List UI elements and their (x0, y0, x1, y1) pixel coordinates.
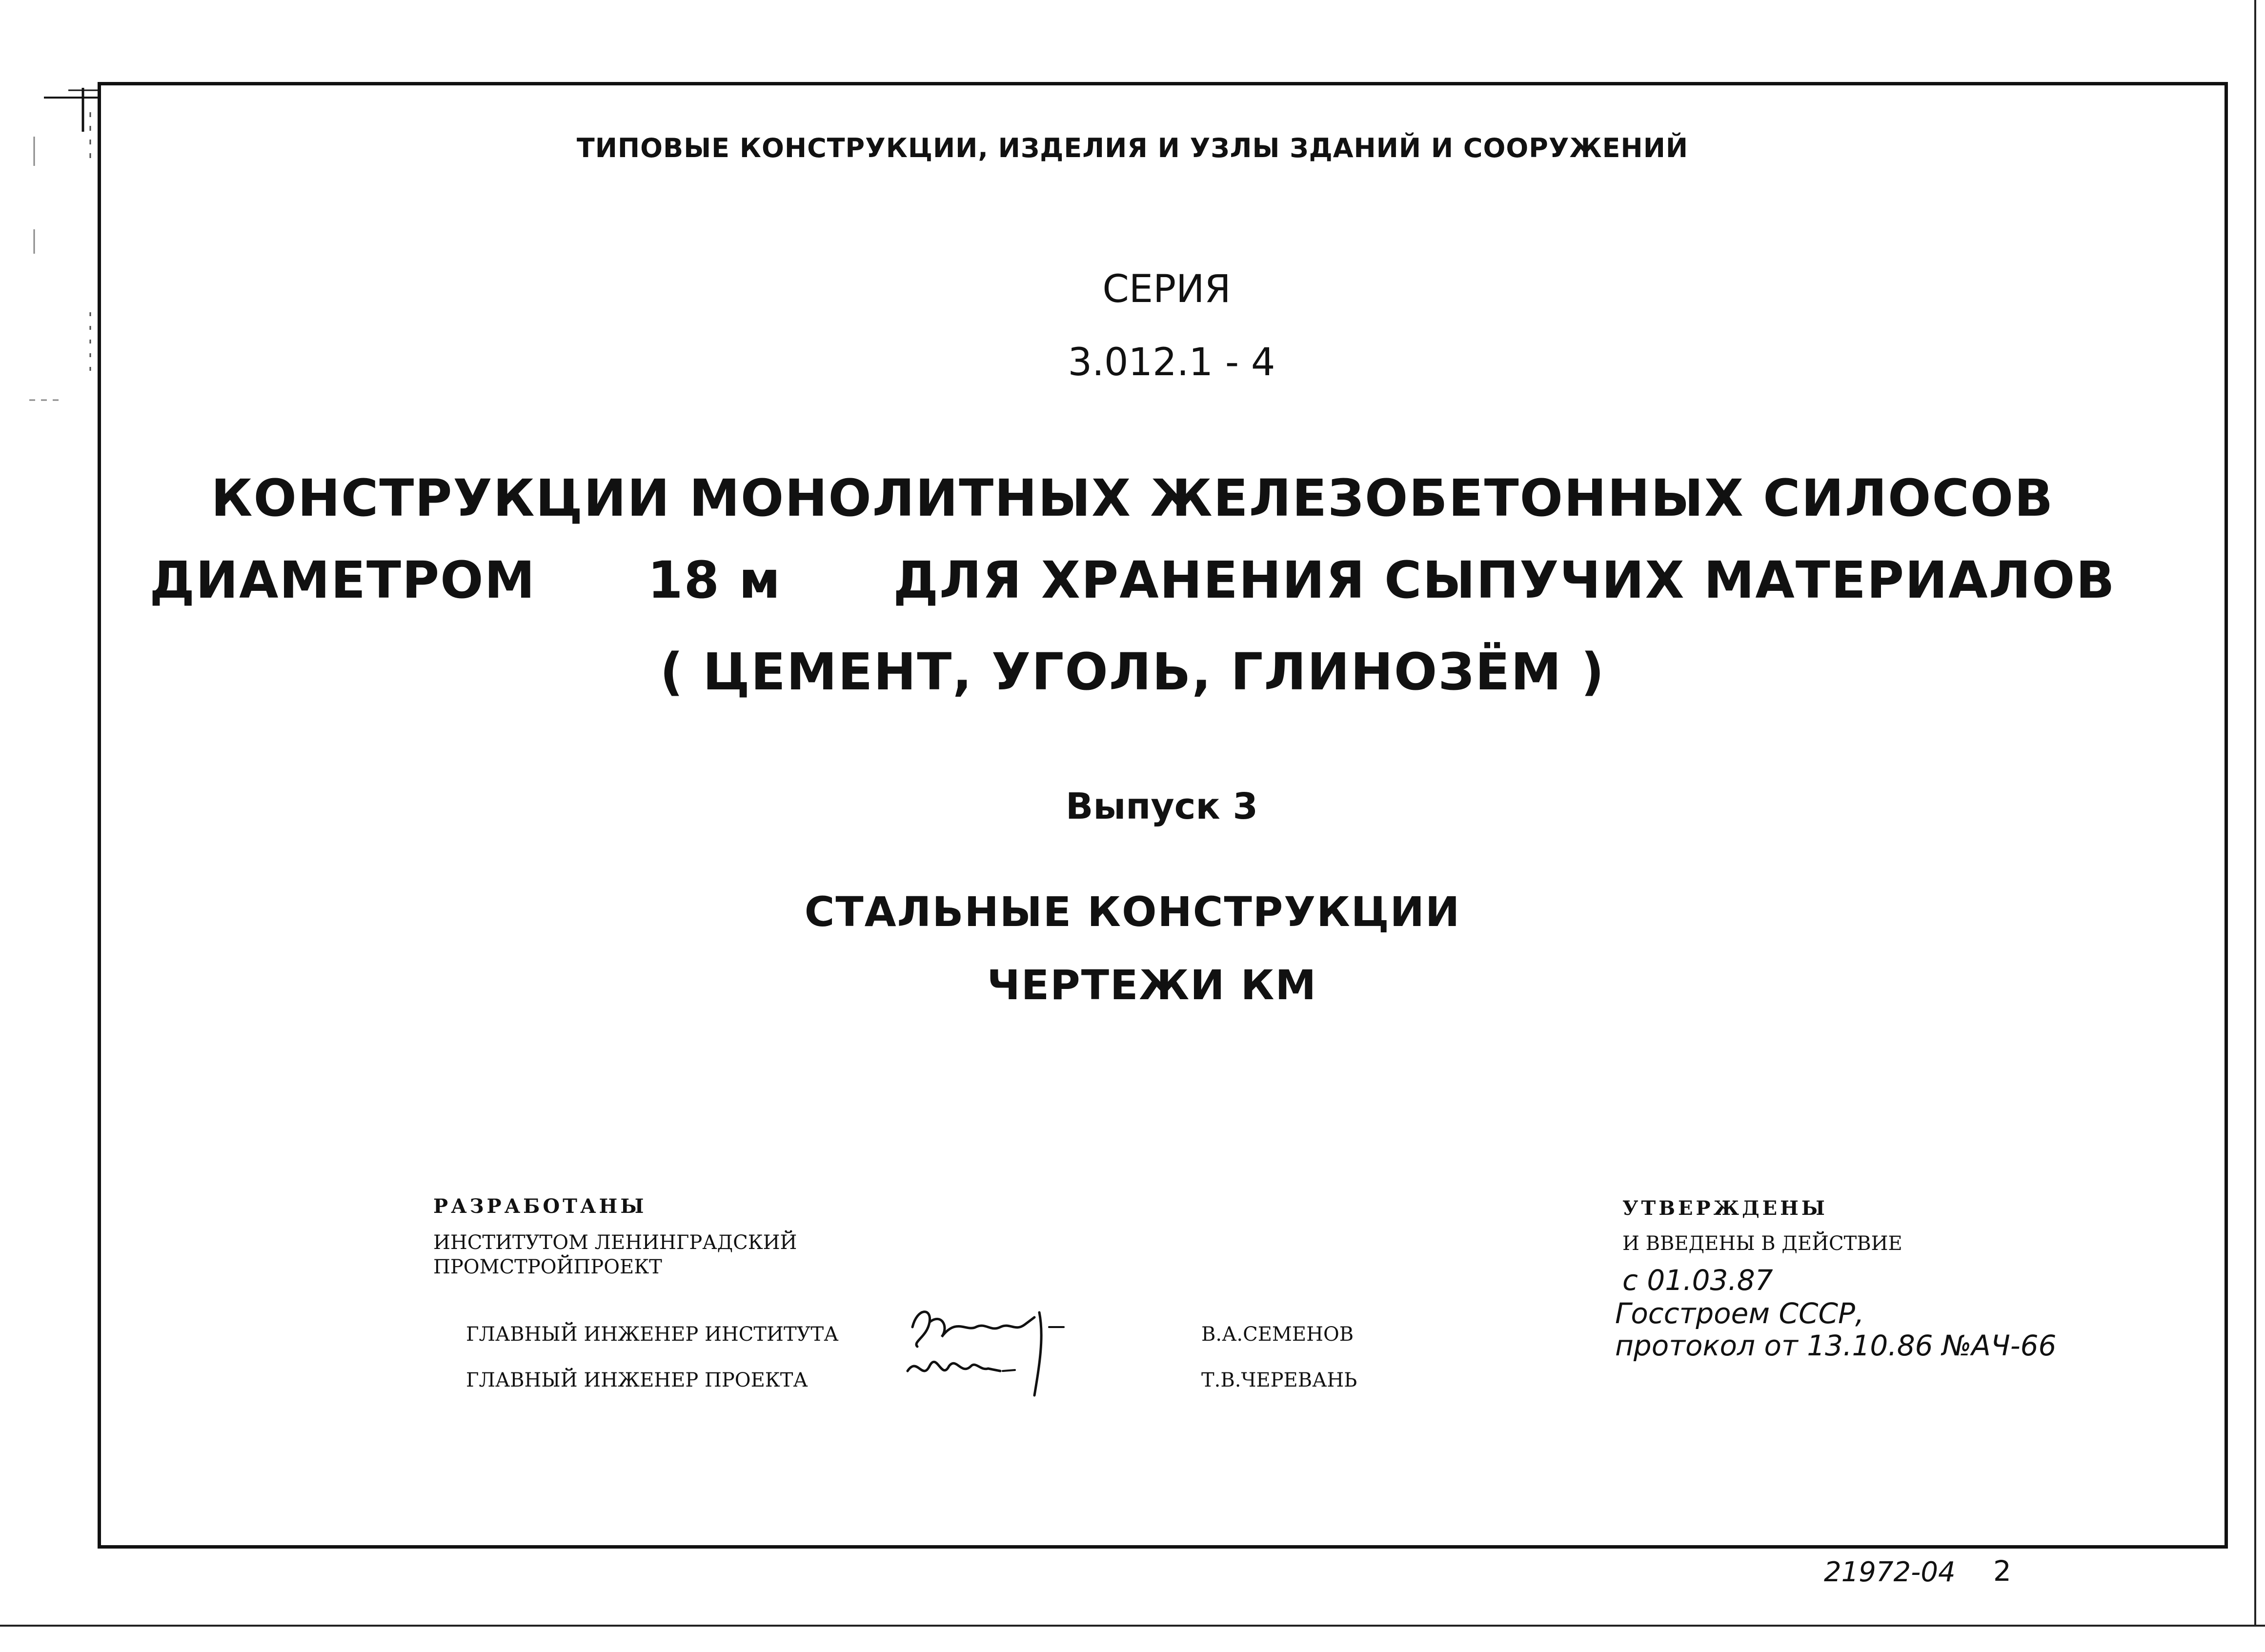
document-title-line-1: КОНСТРУКЦИИ МОНОЛИТНЫХ ЖЕЛЕЗОБЕТОННЫХ СИЛОСОВ (211, 468, 2054, 528)
subtitle-line-2: ЧЕРТЕЖИ КМ (987, 961, 1317, 1009)
approved-enacted-line: И ВВЕДЕНЫ В ДЕЙСТВИЕ (1622, 1232, 1902, 1255)
approval-date: с 01.03.87 (1622, 1264, 1773, 1297)
role-chief-engineer-project: ГЛАВНЫЙ ИНЖЕНЕР ПРОЕКТА (466, 1369, 808, 1391)
approval-organization: Госстроем СССР, (1615, 1297, 1864, 1330)
collection-title: ТИПОВЫЕ КОНСТРУКЦИИ, ИЗДЕЛИЯ И УЗЛЫ ЗДАНИЙ И СООРУЖЕНИЙ (576, 133, 1689, 163)
handwritten-signatures (903, 1298, 1108, 1405)
approval-protocol: протокол от 13.10.86 №АЧ-66 (1615, 1329, 2057, 1362)
developer-organization (433, 1230, 797, 1279)
name-chief-engineer-institute: В.А.СЕМЕНОВ (1201, 1323, 1354, 1346)
document-title-line-3: ( ЦЕМЕНТ, УГОЛЬ, ГЛИНОЗЁМ ) (660, 642, 1605, 702)
role-chief-engineer-institute: ГЛАВНЫЙ ИНЖЕНЕР ИНСТИТУТА (466, 1323, 839, 1346)
sheet-bottom-edge (0, 1625, 2265, 1627)
approved-heading: УТВЕРЖДЕНЫ (1622, 1197, 1828, 1220)
developed-heading: РАЗРАБОТАНЫ (433, 1195, 647, 1218)
sheet-number: 2 (1993, 1554, 2011, 1588)
name-chief-engineer-project: Т.В.ЧЕРЕВАНЬ (1201, 1369, 1357, 1391)
developer-org-line-1: ИНСТИТУТОМ ЛЕНИНГРАДСКИЙ (433, 1231, 797, 1254)
series-label: СЕРИЯ (1102, 267, 1231, 311)
developer-org-line-2: ПРОМСТРОЙПРОЕКТ (433, 1256, 662, 1278)
document-title-line-2: ДИАМЕТРОМ 18 м ДЛЯ ХРАНЕНИЯ СЫПУЧИХ МАТЕРИАЛОВ (149, 550, 2116, 610)
sheet-code: 21972-04 (1824, 1556, 1956, 1588)
series-number: 3.012.1 - 4 (1068, 341, 1275, 384)
issue-label: Выпуск 3 (1065, 786, 1258, 827)
subtitle-line-1: СТАЛЬНЫЕ КОНСТРУКЦИИ (804, 888, 1461, 936)
